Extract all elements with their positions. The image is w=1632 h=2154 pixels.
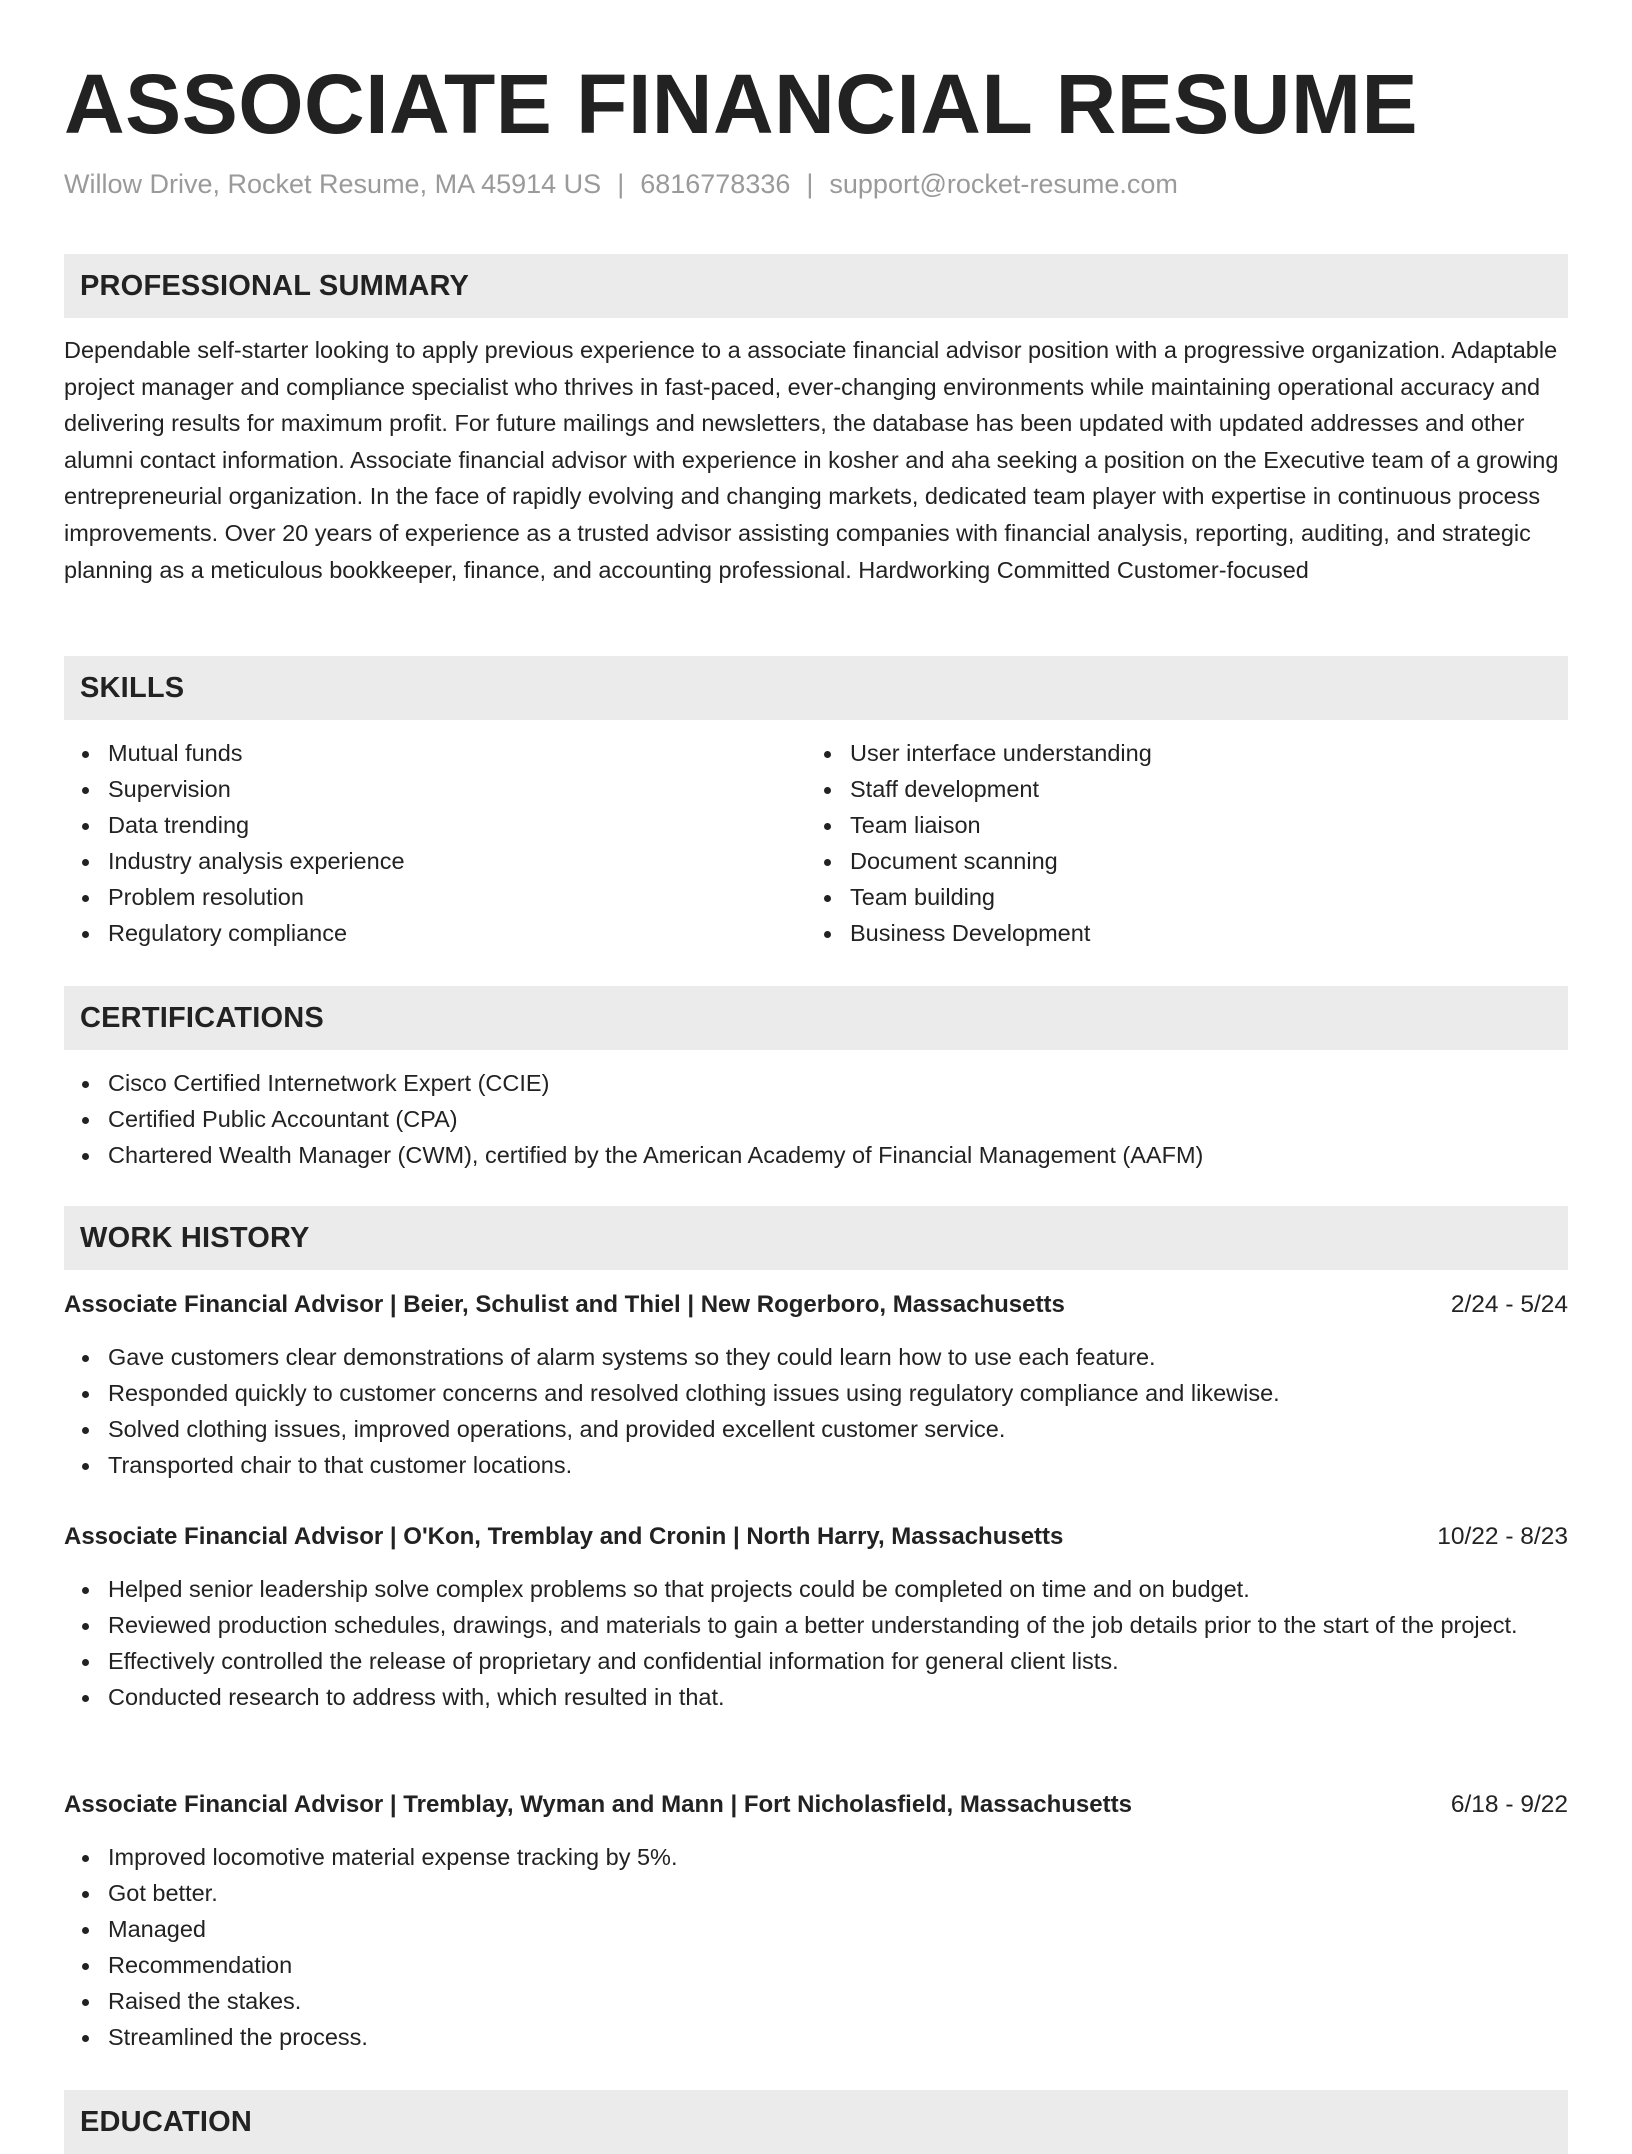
list-item: Certified Public Accountant (CPA) (64, 1101, 1568, 1137)
list-item: Data trending (64, 807, 804, 843)
contact-address: Willow Drive, Rocket Resume, MA 45914 US (64, 169, 602, 199)
list-item: Supervision (64, 771, 804, 807)
section-header-education (64, 2090, 1568, 2154)
list-item: Industry analysis experience (64, 843, 804, 879)
section-header-skills (64, 656, 1568, 720)
list-item: Chartered Wealth Manager (CWM), certified by the American Academy of Financial Management (AAFM) (64, 1137, 1568, 1173)
contact-separator: | (806, 169, 814, 199)
section-header-certifications (64, 986, 1568, 1050)
skills-list (64, 735, 804, 951)
list-item: Reviewed production schedules, drawings, and materials to gain a better understanding of the job details prior to the start of the project. (64, 1607, 1568, 1643)
list-item: Regulatory compliance (64, 915, 804, 951)
summary-text: Dependable self-starter looking to apply previous experience to a associate financial advisor position with a progressive organization. Adaptable project manager and compliance specialist who thrives in fast-paced, ever-changing environments while maintaining operational accuracy and delivering results for maximum profit. For future mailings and newsletters, the database has been updated with updated addresses and other alumni contact information. Associate financial advisor with experience in kosher and aha seeking a position on the Executive team of a growing entrepreneurial organization. In the face of rapidly evolving and changing markets, dedicated team player with expertise in continuous process improvements. Over 20 years of experience as a trusted advisor assisting companies with financial analysis, reporting, auditing, and strategic planning as a meticulous bookkeeper, finance, and accounting professional. Hardworking Committed Customer-focused (64, 337, 1559, 583)
resume-name: ASSOCIATE FINANCIAL RESUME (64, 57, 1418, 151)
contact-line (64, 166, 1178, 202)
section-title: SKILLS (80, 672, 185, 704)
list-item: Cisco Certified Internetwork Expert (CCIE) (64, 1065, 1568, 1101)
list-item: Mutual funds (64, 735, 804, 771)
job-entry (64, 1519, 1568, 1715)
section-title: CERTIFICATIONS (80, 1002, 324, 1034)
section-title: WORK HISTORY (80, 1222, 310, 1254)
skills-column-right (806, 735, 1546, 951)
list-item: Streamlined the process. (64, 2019, 1568, 2055)
job-title: Associate Financial Advisor | O'Kon, Tremblay and Cronin | North Harry, Massachusetts (64, 1523, 1064, 1550)
section-header-summary (64, 254, 1568, 318)
job-dates: 2/24 - 5/24 (1450, 1291, 1568, 1318)
list-item: Recommendation (64, 1947, 1568, 1983)
list-item: Solved clothing issues, improved operations, and provided excellent customer service. (64, 1411, 1568, 1447)
job-title: Associate Financial Advisor | Tremblay, Wyman and Mann | Fort Nicholasfield, Massachusetts (64, 1791, 1132, 1818)
list-item: Staff development (806, 771, 1546, 807)
list-item: Raised the stakes. (64, 1983, 1568, 2019)
skills-column-left (64, 735, 804, 951)
list-item: Document scanning (806, 843, 1546, 879)
job-entry (64, 1787, 1568, 2055)
job-header (64, 1787, 1568, 1823)
list-item: Problem resolution (64, 879, 804, 915)
section-header-work-history (64, 1206, 1568, 1270)
job-header (64, 1519, 1568, 1555)
job-bullets (64, 1571, 1568, 1715)
list-item: Helped senior leadership solve complex problems so that projects could be completed on time and on budget. (64, 1571, 1568, 1607)
list-item: Improved locomotive material expense tracking by 5%. (64, 1839, 1568, 1875)
list-item: Team liaison (806, 807, 1546, 843)
certifications-list-wrapper (64, 1065, 1568, 1173)
job-header (64, 1287, 1568, 1323)
job-title: Associate Financial Advisor | Beier, Schulist and Thiel | New Rogerboro, Massachusetts (64, 1291, 1065, 1318)
list-item: Team building (806, 879, 1546, 915)
job-dates: 10/22 - 8/23 (1437, 1523, 1568, 1550)
job-bullets (64, 1839, 1568, 2055)
section-title: PROFESSIONAL SUMMARY (80, 270, 470, 302)
list-item: Business Development (806, 915, 1546, 951)
job-entry (64, 1287, 1568, 1483)
contact-phone: 6816778336 (640, 169, 791, 199)
job-bullets (64, 1339, 1568, 1483)
list-item: Transported chair to that customer locations. (64, 1447, 1568, 1483)
skills-list (806, 735, 1546, 951)
contact-email: support@rocket-resume.com (829, 169, 1178, 199)
list-item: Conducted research to address with, which resulted in that. (64, 1679, 1568, 1715)
section-title: EDUCATION (80, 2106, 253, 2138)
certifications-list (64, 1065, 1568, 1173)
list-item: Got better. (64, 1875, 1568, 1911)
list-item: Managed (64, 1911, 1568, 1947)
contact-separator: | (617, 169, 625, 199)
list-item: User interface understanding (806, 735, 1546, 771)
list-item: Effectively controlled the release of proprietary and confidential information for general client lists. (64, 1643, 1568, 1679)
list-item: Gave customers clear demonstrations of alarm systems so they could learn how to use each feature. (64, 1339, 1568, 1375)
list-item: Responded quickly to customer concerns and resolved clothing issues using regulatory compliance and likewise. (64, 1375, 1568, 1411)
job-dates: 6/18 - 9/22 (1450, 1791, 1568, 1818)
